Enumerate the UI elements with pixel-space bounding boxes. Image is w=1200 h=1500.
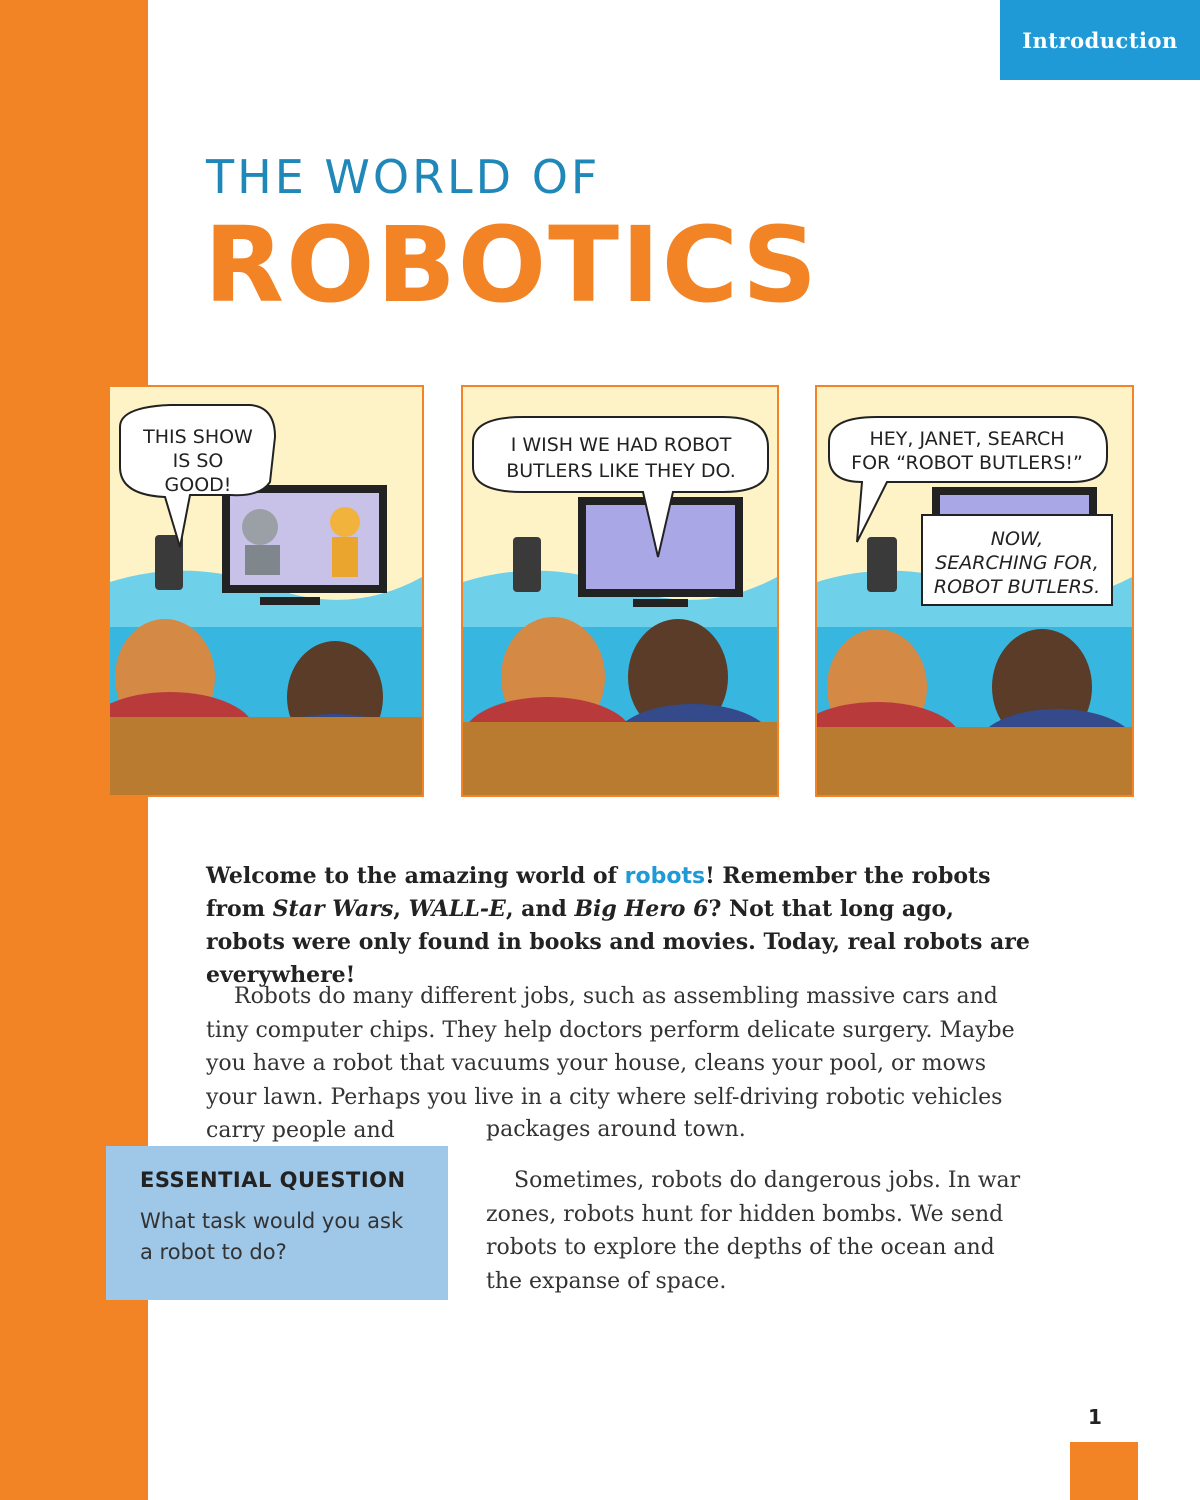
title-line2: ROBOTICS: [204, 204, 819, 326]
intro-sep-1: ,: [393, 896, 409, 922]
comic-panel-3: [815, 385, 1134, 797]
essential-question-text: What task would you ask a robot to do?: [140, 1209, 404, 1264]
comic-panel-2: [461, 385, 779, 797]
keyword-robots: robots: [624, 864, 706, 889]
essential-question-box: [106, 1146, 448, 1300]
bubble-2-line-1: I WISH WE HAD ROBOT: [510, 434, 732, 456]
bubble-3-line-2: FOR “ROBOT BUTLERS!”: [851, 452, 1083, 474]
paragraph-3: Sometimes, robots do dangerous jobs. In war zones, robots hunt for hidden bombs. We send robots to explore the depths of the ocean and the expanse of space.: [486, 1168, 1021, 1294]
title-big-hero-6: Big Hero 6: [574, 896, 709, 922]
page-number: 1: [1088, 1405, 1102, 1429]
title-wall-e: WALL-E: [408, 896, 506, 922]
essential-question-heading: ESSENTIAL QUESTION: [140, 1168, 406, 1192]
screen-line-1: NOW,: [990, 528, 1044, 550]
comic-panel-1: [108, 385, 424, 797]
intro-text-1: Welcome to the amazing world of: [206, 863, 625, 889]
section-tab: Introduction: [1000, 0, 1200, 80]
intro-paragraph: [206, 860, 1036, 992]
bubble-2-line-2: BUTLERS LIKE THEY DO.: [506, 460, 736, 482]
screen-line-2: SEARCHING FOR,: [935, 552, 1099, 574]
comic-illustration-2: [463, 387, 777, 795]
title-line1: THE WORLD OF: [206, 150, 601, 204]
screen-line-3: ROBOT BUTLERS.: [933, 576, 1101, 598]
bubble-1-line-1: THIS SHOW: [143, 426, 253, 448]
intro-text-2: ! Remember the robots from: [206, 863, 991, 922]
title-star-wars: Star Wars: [272, 896, 394, 922]
bubble-1-line-2: IS SO: [172, 450, 224, 472]
comic-illustration-1: [110, 387, 422, 795]
paragraph-2-end: packages around town.: [486, 1117, 746, 1142]
corner-block: [1070, 1442, 1138, 1500]
intro-sep-2: , and: [505, 896, 575, 922]
comic-illustration-3: [817, 387, 1132, 795]
intro-text-3: ? Not that long ago, robots were only found in books and movies. Today, real robots are everywhere!: [206, 896, 1030, 988]
paragraph-2: Robots do many different jobs, such as assembling massive cars and tiny computer chips. They help doctors perform delicate surgery. Maybe you have a robot that vacuums your house, cleans your pool, or mows your lawn. Perhaps you live in a city where self-driving robotic vehicles carry people and: [206, 984, 1015, 1143]
bubble-1-line-3: GOOD!: [164, 474, 232, 496]
bubble-3-line-1: HEY, JANET, SEARCH: [869, 428, 1065, 450]
